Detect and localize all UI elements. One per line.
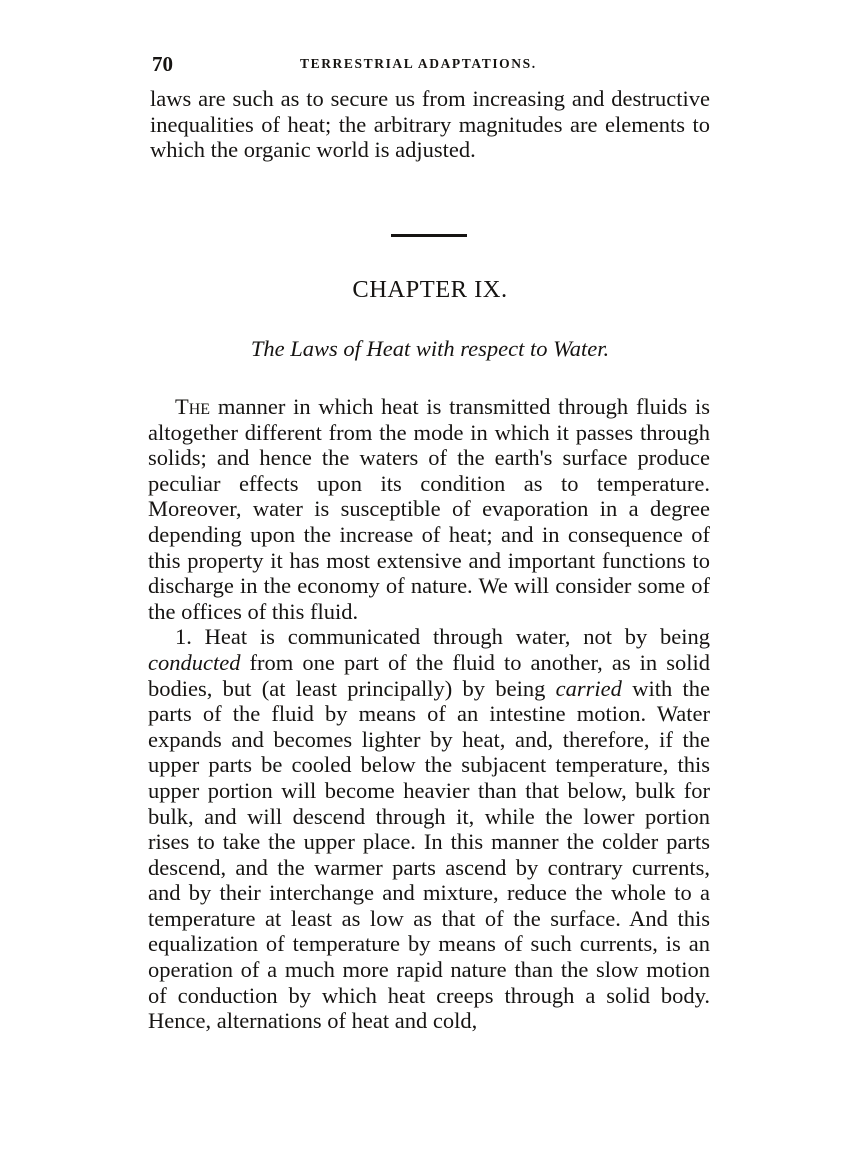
running-head: [152, 52, 712, 74]
paragraph-1: [148, 394, 710, 624]
paragraph-2-part-2: from one part of the fluid to another, as in solid bodies, but (at least principally) by being: [148, 649, 710, 701]
chapter-heading: CHAPTER IX.: [352, 276, 508, 303]
chapter-body: [148, 394, 710, 1034]
paragraph-2-emphasis-carried: carried: [555, 675, 622, 701]
chapter-divider-rule: [391, 234, 467, 237]
intro-paragraph-block: [150, 86, 710, 163]
page-number: 70: [152, 52, 173, 76]
paragraph-1-text: manner in which heat is transmitted through fluids is altogether different from the mode in which it passes through solids; and hence the waters of the earth's surface produce peculiar effects upon its condition as to temperature. Moreover, water is susceptible of evaporation in a degree depending upon the increase of heat; and in consequence of this property it has most extensive and important functions to discharge in the economy of nature. We will consider some of the offices of this fluid.: [148, 394, 710, 624]
paragraph-2: [148, 624, 710, 1034]
paragraph-2-part-1: 1. Heat is communicated through water, not by being: [175, 624, 710, 650]
paragraph-1-lead-word: The: [175, 394, 211, 419]
intro-paragraph: laws are such as to secure us from increasing and destructive inequalities of heat; the arbitrary magnitudes are elements to which the organic world is adjusted.: [150, 86, 710, 163]
paragraph-2-part-3: with the parts of the fluid by means of an intestine motion. Water expands and becomes lighter by heat, and, therefore, if the upper parts be cooled below the subjacent temperature, this upper portion will become heavier than that below, bulk for bulk, and will descend through it, while the lower portion rises to take the upper place. In this manner the colder parts descend, and the warmer parts ascend by contrary currents, and by their interchange and mixture, reduce the whole to a temperature at least as low as that of the surface. And this equalization of temperature by means of such currents, is an operation of a much more rapid nature than the slow motion of conduction by which heat creeps through a solid body. Hence, alternations of heat and cold,: [148, 675, 710, 1034]
paragraph-2-emphasis-conducted: conducted: [148, 649, 241, 675]
running-title: TERRESTRIAL ADAPTATIONS.: [300, 56, 537, 71]
chapter-subtitle: The Laws of Heat with respect to Water.: [250, 336, 610, 361]
